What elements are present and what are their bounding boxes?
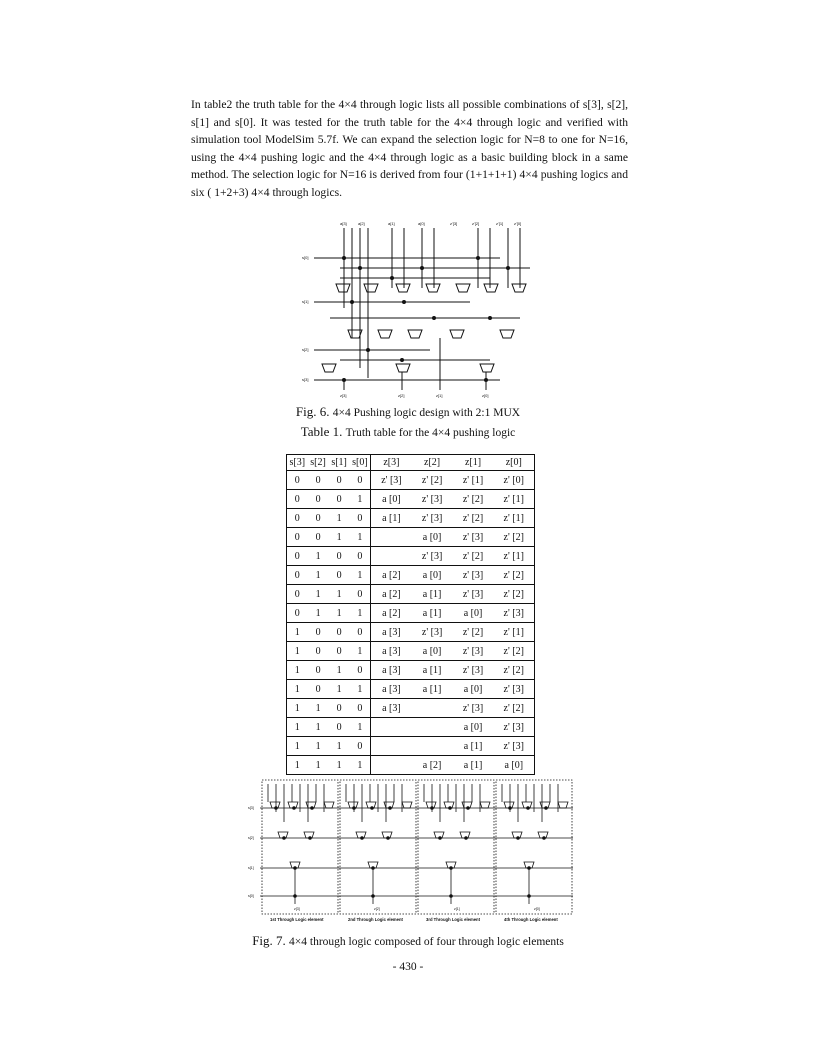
- fig7-select-label: s[1]: [248, 866, 254, 870]
- table-row: [287, 737, 535, 756]
- table-cell: a [0]: [422, 531, 442, 543]
- table-cell: a [2]: [382, 607, 401, 619]
- table-cell: z' [3]: [421, 493, 443, 505]
- fig7-output-label: z[0]: [534, 907, 540, 911]
- table-cell: a [1]: [422, 588, 442, 600]
- header-cell: z[3]: [383, 457, 400, 468]
- table-cell: [371, 528, 412, 547]
- fig6-caption: [0, 404, 816, 420]
- table-cell: a [3]: [382, 683, 401, 695]
- table-cell: a [1]: [463, 759, 483, 771]
- fig7-select-label: s[2]: [248, 836, 254, 840]
- table-cell: 0: [336, 645, 342, 657]
- table-cell: 1: [315, 740, 321, 752]
- table-row: [287, 547, 535, 566]
- table-row: [287, 623, 535, 642]
- body-paragraph: In table2 the truth table for the 4×4 through logic lists all possible combinations of s[3], s[2], s[1] and s[0]. It was tested for the truth table for the 4×4 through logic and verified with simulation tool ModelSim 5.7f. We can expand the selection logic for N=8 to one for N=16, using the 4×4 pushing logic and the 4×4 through logic as a basic building block in a same method. The selection logic for N=16 is derived from four (1+1+1+1) 4×4 pushing logics and six ( 1+2+3) 4×4 through logics.: [191, 98, 628, 199]
- table-cell: a [0]: [422, 569, 442, 581]
- table-cell: z' [3]: [503, 607, 524, 619]
- table-cell: [412, 718, 453, 737]
- table-cell: 0: [336, 474, 342, 486]
- table-cell: z' [1]: [503, 493, 524, 505]
- fig6-top-label: z'[1]: [496, 221, 504, 226]
- table-cell: z' [3]: [503, 683, 524, 695]
- fig7-output-label: z[3]: [294, 907, 300, 911]
- table-cell: 1: [336, 759, 342, 771]
- table-cell: z' [3]: [462, 664, 484, 676]
- table-cell: 0: [294, 474, 300, 486]
- truth-table-body: [287, 471, 535, 775]
- table-cell: z' [2]: [421, 474, 443, 486]
- table-cell: a [2]: [382, 588, 401, 600]
- table-cell: 1: [315, 759, 321, 771]
- table-cell: z' [2]: [503, 645, 524, 657]
- fig7-select-label: s[3]: [248, 806, 254, 810]
- table-row: [287, 585, 535, 604]
- table-cell: [412, 737, 453, 756]
- table-row: [287, 718, 535, 737]
- fig7-element-label: 3rd Through Logic element: [426, 917, 480, 922]
- fig7-caption-number: Fig. 7.: [252, 933, 286, 948]
- fig7-caption: [0, 933, 816, 949]
- table-cell: 1: [315, 588, 321, 600]
- table-cell: 0: [336, 493, 342, 505]
- table-cell: 1: [336, 512, 342, 524]
- table-cell: 0: [315, 493, 321, 505]
- table-cell: z' [0]: [503, 474, 524, 486]
- table-cell: [412, 699, 453, 718]
- table-cell: z' [2]: [462, 626, 484, 638]
- table-cell: 0: [350, 699, 371, 718]
- table-cell: [371, 756, 412, 775]
- table-cell: z' [2]: [503, 588, 524, 600]
- header-cell: z[0]: [505, 457, 522, 468]
- table-row: [287, 699, 535, 718]
- table-cell: 0: [336, 721, 342, 733]
- table-cell: z' [3]: [421, 626, 443, 638]
- table-cell: z' [2]: [462, 493, 484, 505]
- table-cell: 0: [315, 474, 321, 486]
- through-logic-element: [418, 780, 494, 914]
- table-cell: [371, 737, 412, 756]
- table-cell: z' [1]: [462, 474, 484, 486]
- table-row: [287, 471, 535, 490]
- table-cell: 1: [350, 642, 371, 661]
- fig6-top-label: a[2]: [358, 221, 365, 226]
- header-cell: z[1]: [464, 457, 482, 468]
- fig7-output-label: z[1]: [454, 907, 460, 911]
- table-cell: 1: [336, 683, 342, 695]
- table-cell: z' [3]: [421, 550, 443, 562]
- table-cell: a [3]: [382, 702, 401, 714]
- table-cell: a [0]: [382, 493, 401, 505]
- table-row: [287, 604, 535, 623]
- table-cell: 1: [336, 531, 342, 543]
- table-cell: 0: [294, 493, 300, 505]
- table-cell: 1: [350, 604, 371, 623]
- fig7-output-label: z[2]: [374, 907, 380, 911]
- table-cell: 1: [336, 588, 342, 600]
- table-cell: z' [2]: [503, 702, 524, 714]
- table-cell: 1: [315, 702, 321, 714]
- table-cell: a [1]: [463, 740, 483, 752]
- table-cell: 0: [294, 588, 300, 600]
- fig7-schematic: [248, 778, 578, 924]
- table-cell: z' [2]: [462, 550, 484, 562]
- table-cell: a [0]: [463, 683, 483, 695]
- table-cell: 1: [294, 683, 300, 695]
- table-cell: a [2]: [422, 759, 442, 771]
- table1-caption-number: Table 1.: [300, 424, 343, 439]
- table-cell: 0: [336, 626, 342, 638]
- table-cell: z' [3]: [421, 512, 443, 524]
- table-cell: z' [2]: [503, 569, 524, 581]
- table-cell: 1: [350, 680, 371, 699]
- table-cell: 1: [294, 702, 300, 714]
- table-cell: a [0]: [504, 759, 524, 771]
- table-cell: 1: [336, 740, 342, 752]
- table-cell: z' [3]: [462, 588, 484, 600]
- fig6-top-label: z'[3]: [450, 221, 458, 226]
- table-row: [287, 528, 535, 547]
- table-cell: a [1]: [382, 512, 401, 524]
- table-cell: 0: [336, 569, 342, 581]
- table-cell: 0: [350, 471, 371, 490]
- table-cell: 0: [336, 702, 342, 714]
- table-cell: 0: [294, 550, 300, 562]
- fig6-schematic: [300, 218, 540, 400]
- table-cell: 0: [350, 737, 371, 756]
- fig6-top-label: z'[2]: [472, 221, 480, 226]
- table-cell: a [1]: [422, 607, 442, 619]
- table-row: [287, 509, 535, 528]
- table-row: [287, 756, 535, 775]
- table1-caption-text: Truth table for the 4×4 pushing logic: [345, 427, 516, 439]
- fig7-element-label: 4th Through Logic element: [504, 917, 558, 922]
- fig6-top-label: a[1]: [388, 221, 395, 226]
- table-cell: z' [3]: [462, 702, 484, 714]
- table-cell: z' [3]: [381, 474, 402, 486]
- table-cell: z' [1]: [503, 512, 524, 524]
- fig7-element-label: 2nd Through Logic element: [348, 917, 403, 922]
- table-cell: z' [2]: [503, 664, 524, 676]
- table-cell: z' [1]: [503, 550, 524, 562]
- table-cell: 1: [350, 756, 371, 775]
- header-cell: s[1]: [331, 457, 347, 468]
- table-cell: 1: [350, 528, 371, 547]
- fig6-output-label: z[0]: [482, 393, 489, 398]
- fig6-output-label: z[3]: [340, 393, 347, 398]
- table-cell: 0: [315, 645, 321, 657]
- fig6-top-label: z'[0]: [514, 221, 522, 226]
- table-cell: 0: [315, 664, 321, 676]
- table-cell: z' [3]: [503, 721, 524, 733]
- header-cell: s[2]: [310, 457, 326, 468]
- table-cell: 0: [315, 512, 321, 524]
- page-number: - 430 -: [392, 961, 424, 973]
- truth-table: [286, 454, 535, 775]
- table-cell: 1: [294, 645, 300, 657]
- table-cell: [371, 718, 412, 737]
- table-cell: z' [2]: [503, 531, 524, 543]
- fig6-select-label: s[1]: [302, 299, 309, 304]
- through-logic-element: [496, 780, 572, 914]
- fig6-top-label: a[0]: [418, 221, 425, 226]
- table-cell: z' [3]: [462, 569, 484, 581]
- table-cell: 1: [294, 759, 300, 771]
- table-row: [287, 661, 535, 680]
- table-cell: a [0]: [463, 607, 483, 619]
- fig7-caption-text: 4×4 through logic composed of four through logic elements: [289, 936, 564, 948]
- table-cell: 1: [350, 490, 371, 509]
- fig6-select-label: s[2]: [302, 347, 309, 352]
- table-cell: 1: [294, 664, 300, 676]
- table-cell: 1: [294, 721, 300, 733]
- table-cell: 1: [336, 664, 342, 676]
- table-cell: a [2]: [382, 569, 401, 581]
- table-cell: 0: [294, 531, 300, 543]
- fig6-output-label: z[2]: [398, 393, 405, 398]
- table-row: [287, 566, 535, 585]
- table-cell: 0: [294, 569, 300, 581]
- table-row: [287, 642, 535, 661]
- fig6-caption-number: Fig. 6.: [295, 404, 330, 419]
- table-cell: 0: [315, 626, 321, 638]
- table-cell: 1: [350, 566, 371, 585]
- table-row: [287, 680, 535, 699]
- fig6-select-label: s[3]: [302, 377, 309, 382]
- fig6-caption-text: 4×4 Pushing logic design with 2:1 MUX: [332, 407, 521, 419]
- table-cell: 1: [315, 607, 321, 619]
- table1-caption: [0, 424, 816, 440]
- table-cell: a [3]: [382, 626, 401, 638]
- table-cell: 0: [350, 509, 371, 528]
- table-cell: 0: [315, 683, 321, 695]
- fig7-select-label: s[0]: [248, 894, 254, 898]
- table-cell: 0: [350, 547, 371, 566]
- table-cell: 0: [315, 531, 321, 543]
- fig6-top-label: a[3]: [340, 221, 347, 226]
- header-cell: s[0]: [350, 455, 371, 471]
- table-cell: a [0]: [463, 721, 483, 733]
- table-cell: 1: [294, 626, 300, 638]
- table-cell: 1: [350, 718, 371, 737]
- header-cell: z[2]: [424, 457, 441, 468]
- table-cell: 1: [294, 740, 300, 752]
- fig6-output-label: z[1]: [436, 393, 443, 398]
- header-cell: s[3]: [289, 457, 306, 468]
- table-header-row: [287, 455, 535, 471]
- table-row: [287, 490, 535, 509]
- through-logic-element: [262, 780, 338, 914]
- table-cell: 0: [294, 607, 300, 619]
- table-cell: a [0]: [422, 645, 442, 657]
- table-cell: z' [3]: [503, 740, 524, 752]
- through-logic-element: [340, 780, 416, 914]
- fig6-select-label: s[0]: [302, 255, 309, 260]
- table-cell: 0: [336, 550, 342, 562]
- table-cell: 1: [336, 607, 342, 619]
- table-cell: [371, 547, 412, 566]
- table-cell: a [1]: [422, 683, 442, 695]
- table-cell: 0: [350, 623, 371, 642]
- table-cell: a [3]: [382, 645, 401, 657]
- table-cell: 1: [315, 721, 321, 733]
- fig7-element-label: 1st Through Logic element: [270, 917, 324, 922]
- table-cell: 1: [315, 550, 321, 562]
- table-cell: z' [3]: [462, 645, 484, 657]
- table-cell: z' [3]: [462, 531, 484, 543]
- table-cell: 1: [315, 569, 321, 581]
- table-cell: a [3]: [382, 664, 401, 676]
- table-cell: 0: [350, 661, 371, 680]
- table-cell: z' [1]: [503, 626, 524, 638]
- table-cell: a [1]: [422, 664, 442, 676]
- table-cell: z' [2]: [462, 512, 484, 524]
- table-cell: 0: [294, 512, 300, 524]
- table-cell: 0: [350, 585, 371, 604]
